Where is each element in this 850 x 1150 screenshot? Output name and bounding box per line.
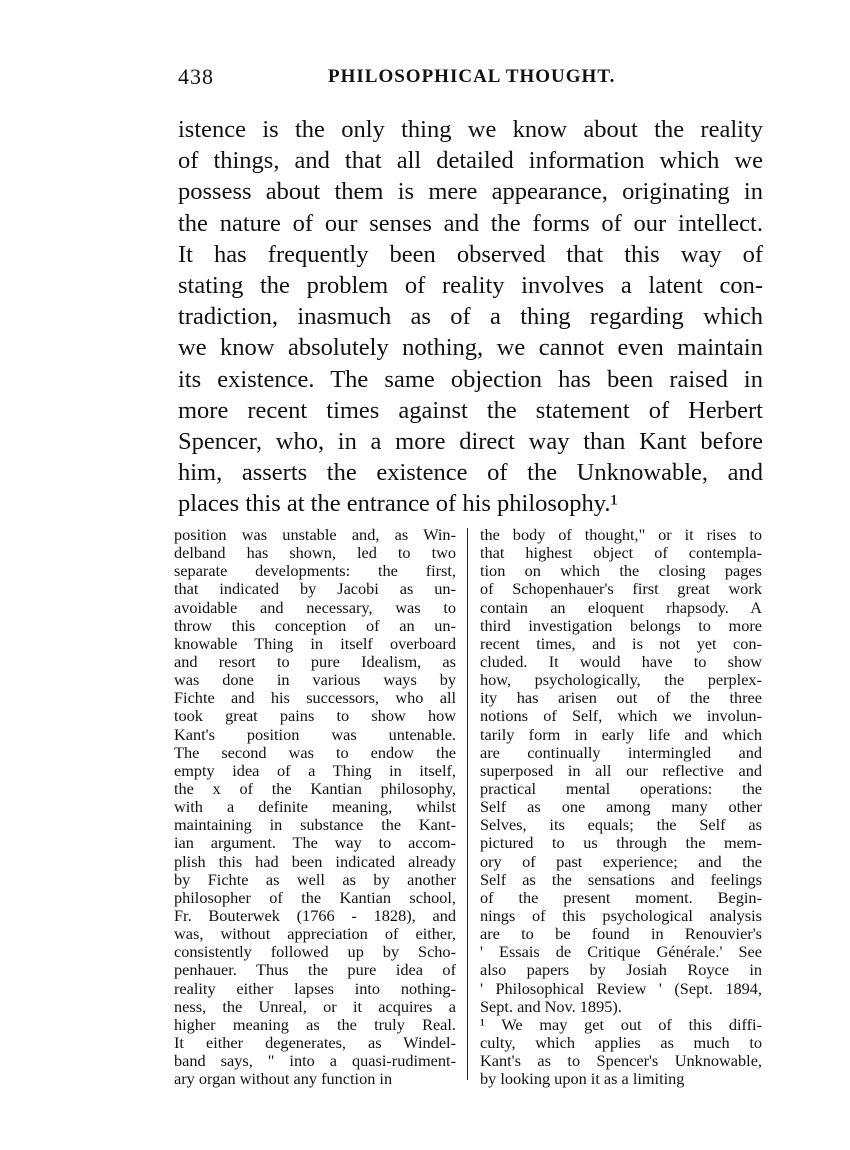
footnote-line: higher meaning as the truly Real.: [174, 1014, 456, 1034]
footnote-line: ness, the Unreal, or it acquires a: [174, 996, 456, 1016]
footnote-line: by looking upon it as a limiting: [480, 1069, 685, 1089]
footnote-line: tarily form in early life and which: [480, 724, 762, 744]
running-header: [178, 64, 763, 92]
footnote-line: also papers by Josiah Royce in: [480, 960, 762, 980]
footnote-line: nings of this psychological analysis: [480, 905, 762, 925]
footnote-line: ity has arisen out of the three: [480, 688, 762, 708]
footnote-line: consistently followed up by Scho-: [174, 942, 456, 962]
text-line: Spencer, who, in a more direct way than Kant before: [178, 427, 763, 455]
footnote-line: Self as the sensations and feelings: [480, 869, 762, 889]
footnote-line: position was unstable and, as Win-: [174, 525, 456, 544]
footnote-line: practical mental operations: the: [480, 778, 762, 798]
footnote-line: superposed in all our reflective and: [480, 760, 762, 780]
text-line: more recent times against the statement of Herbert: [178, 396, 763, 424]
footnote-column-right: [480, 526, 762, 1088]
text-line: istence is the only thing we know about the reality: [178, 116, 763, 143]
footnote-line: Sept. and Nov. 1895).: [480, 996, 622, 1016]
footnote-line: the body of thought," or it rises to: [480, 525, 762, 544]
footnote-line: that highest object of contempla-: [480, 543, 762, 563]
footnote-line: ' Philosophical Review ' (Sept. 1894,: [480, 978, 762, 998]
text-line: we know absolutely nothing, we cannot even maintain: [178, 334, 763, 362]
footnote-line: and resort to pure Idealism, as: [174, 651, 456, 671]
footnote-line: knowable Thing in itself overboard: [174, 633, 456, 653]
footnote-column-left: [174, 526, 456, 1088]
footnote-line: empty idea of a Thing in itself,: [174, 760, 456, 780]
footnote-line: maintaining in substance the Kant-: [174, 815, 456, 835]
footnote-line: tion on which the closing pages: [480, 561, 762, 581]
footnote-line: was, without appreciation of either,: [174, 924, 456, 944]
text-line: him, asserts the existence of the Unknowable, and: [178, 459, 763, 487]
footnote-line: ' Essais de Critique Générale.' See: [480, 942, 762, 962]
footnote-line: philosopher of the Kantian school,: [174, 887, 456, 907]
footnote-line: ary organ without any function in: [174, 1069, 393, 1089]
footnote-line: the x of the Kantian philosophy,: [174, 778, 456, 798]
text-line: tradiction, inasmuch as of a thing regarding which: [178, 303, 763, 331]
footnote-line: cluded. It would have to show: [480, 651, 762, 671]
text-line: stating the problem of reality involves a latent con-: [178, 271, 763, 299]
footnote-line: Selves, its equals; the Self as: [480, 815, 762, 835]
footnote-line: are to be found in Renouvier's: [480, 924, 762, 944]
footnote-line: plish this had been indicated already: [174, 851, 456, 871]
footnote-line: ian argument. The way to accom-: [174, 833, 456, 853]
footnote-line: throw this conception of an un-: [174, 615, 456, 635]
footnote-line: that indicated by Jacobi as un-: [174, 579, 456, 599]
footnote-line: The second was to endow the: [174, 742, 456, 762]
text-line: of things, and that all detailed information which we: [178, 147, 763, 175]
footnote-line: Kant's as to Spencer's Unknowable,: [480, 1051, 762, 1071]
text-line: the nature of our senses and the forms of our intellect.: [178, 209, 763, 237]
column-divider: [467, 528, 468, 1080]
footnote-line: notions of Self, which we involun-: [480, 706, 762, 726]
footnote-line: are continually intermingled and: [480, 742, 762, 762]
running-title: PHILOSOPHICAL THOUGHT.: [328, 66, 616, 87]
footnote-line: band says, " into a quasi-rudiment-: [174, 1051, 456, 1071]
text-line: It has frequently been observed that this way of: [178, 240, 763, 268]
footnote-line: Self as one among many other: [480, 797, 762, 817]
footnote-line: pictured to us through the mem-: [480, 833, 762, 853]
footnote-line: by Fichte as well as by another: [174, 869, 456, 889]
text-line: possess about them is mere appearance, originating in: [178, 178, 763, 206]
footnote-line: Kant's position was untenable.: [174, 724, 456, 744]
footnote-line: ¹ We may get out of this diffi-: [480, 1014, 762, 1034]
footnote-line: was done in various ways by: [174, 670, 456, 690]
footnote-line: Fichte and his successors, who all: [174, 688, 456, 708]
footnote-line: Fr. Bouterwek (1766 - 1828), and: [174, 905, 456, 925]
footnote-line: of Schopenhauer's first great work: [480, 579, 762, 599]
text-line: places this at the entrance of his philosophy.¹: [178, 490, 618, 518]
footnote-line: recent times, and is not yet con-: [480, 633, 762, 653]
footnote-line: delband has shown, led to two: [174, 543, 456, 563]
page-number: 438: [178, 64, 214, 89]
footnote-line: avoidable and necessary, was to: [174, 597, 456, 617]
footnote-line: culty, which applies as much to: [480, 1032, 762, 1052]
footnote-line: took great pains to show how: [174, 706, 456, 726]
footnote-line: reality either lapses into nothing-: [174, 978, 456, 998]
main-text: [178, 114, 763, 519]
footnote-line: third investigation belongs to more: [480, 615, 762, 635]
footnote-line: separate developments: the first,: [174, 561, 456, 581]
text-line: its existence. The same objection has been raised in: [178, 365, 763, 393]
footnote-line: It either degenerates, as Windel-: [174, 1032, 456, 1052]
footnote-line: penhauer. Thus the pure idea of: [174, 960, 456, 980]
footnote-line: ory of past experience; and the: [480, 851, 762, 871]
footnote-line: with a definite meaning, whilst: [174, 797, 456, 817]
footnote-line: of the present moment. Begin-: [480, 887, 762, 907]
footnote-line: contain an eloquent rhapsody. A: [480, 597, 762, 617]
footnote-line: how, psychologically, the perplex-: [480, 670, 762, 690]
